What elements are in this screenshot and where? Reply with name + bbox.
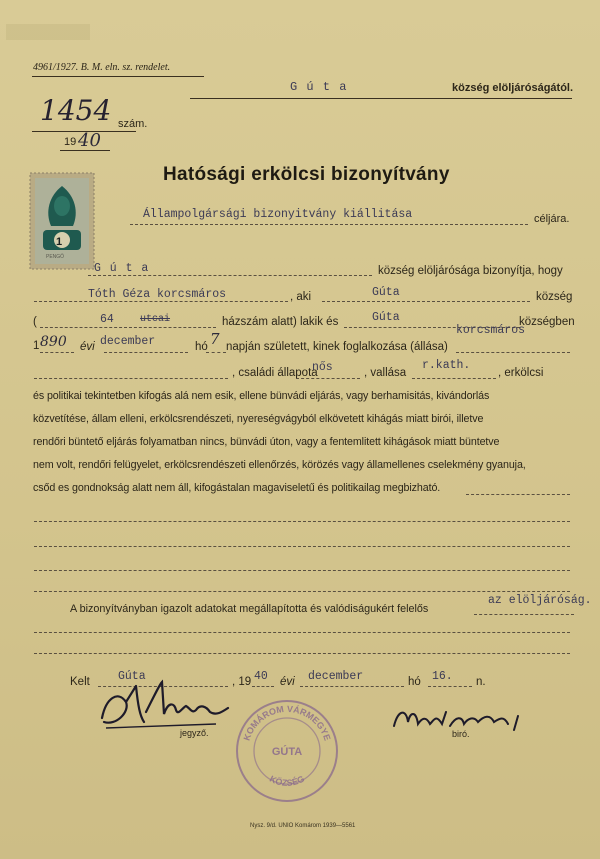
person-name: Tóth Géza korcsmáros xyxy=(88,288,227,301)
date-place: Gúta xyxy=(118,670,146,683)
certification-value: az elöljáróság. xyxy=(488,594,592,607)
ho-label: hó xyxy=(195,341,208,353)
registration-label: szám. xyxy=(118,118,148,130)
blank-line-2 xyxy=(34,546,570,547)
birth-month-line xyxy=(104,352,188,353)
residence: Gúta xyxy=(372,286,400,299)
registration-year-prefix: 19 xyxy=(64,136,77,148)
name-line xyxy=(34,301,288,302)
residence-line xyxy=(322,301,530,302)
marital-line xyxy=(296,378,360,379)
revenue-stamp-value: 1 xyxy=(56,236,63,248)
date-n: n. xyxy=(476,676,486,688)
header-municipality: G ú t a xyxy=(290,80,348,94)
house-struck: utcai xyxy=(140,314,171,325)
body-municipality: G ú t a xyxy=(94,262,150,275)
notary-label: jegyző. xyxy=(180,728,209,738)
blank-line-3 xyxy=(34,570,570,571)
para-line-1: és politikai tekintetben kifogás alá nem esik, ellene bünvádi eljárás, vagy berhamisitás, kivándorlás xyxy=(33,390,490,402)
purpose-line xyxy=(130,224,528,225)
document-title: Hatósági erkölcsi bizonyítvány xyxy=(163,164,450,185)
para-line-3: rendőri büntető eljárás folyamatban nincs, bünvádi úton, vagy a fentemlitett kihágások miatt büntetve xyxy=(33,436,500,448)
cert-blank-line-2 xyxy=(34,653,570,654)
stamp-bottom-text: KÖZSÉG xyxy=(267,773,307,788)
date-day: 16. xyxy=(432,670,453,683)
occupation-line xyxy=(456,352,570,353)
certification-line xyxy=(474,614,574,615)
date-ho: hó xyxy=(408,676,421,688)
registration-number: 1454 xyxy=(40,94,112,127)
print-footer: Nysz. 9/d. UNIO Komárom 1939—5561 xyxy=(250,823,356,829)
body-line1-suffix: község elöljárósága bizonyítja, hogy xyxy=(378,265,563,277)
csaladi-label: , családi állapota xyxy=(232,367,318,379)
para-line-4: nem volt, rendőri felügyelet, erkölcsrendészeti ellenőrzés, körözés vagy államellenes cselekmény gyanuja, xyxy=(33,459,526,471)
kelt-label: Kelt xyxy=(70,676,90,688)
birth-year-line xyxy=(40,352,74,353)
house-suffix: házszám alatt) lakik és xyxy=(222,316,339,328)
registration-year-underline xyxy=(60,150,110,151)
religion-line xyxy=(412,378,496,379)
house-number: 64 xyxy=(100,313,114,326)
occupation: korcsmáros xyxy=(456,324,526,337)
stamp-top-text: KOMÁROM VÁRMEGYE xyxy=(241,703,333,742)
decree-underline xyxy=(32,76,204,77)
faint-label xyxy=(6,24,90,40)
kozsegben-label: községben xyxy=(519,316,575,328)
birth-year: 890 xyxy=(40,334,67,350)
blank-line-4 xyxy=(34,591,570,592)
body-line1 xyxy=(88,275,372,276)
birth-day: 7 xyxy=(210,330,220,348)
para-end-line xyxy=(466,494,570,495)
notary-signature xyxy=(96,672,236,736)
house-line xyxy=(40,327,216,328)
religion: r.kath. xyxy=(422,359,471,372)
date-year-prefix: , 19 xyxy=(232,676,252,688)
evi-label: évi xyxy=(80,341,95,353)
line5-blank xyxy=(34,378,228,379)
para-line-2: közvetítése, állam elleni, erkölcsrendészeti, nyereségvágyból elkövetett kihágás miatt birói, illetve xyxy=(33,413,484,425)
para-line-5: csőd es gondnokság alatt nem áll, kifogástalan magaviseletű és politikailag megbizható. xyxy=(33,482,441,494)
vallasa-label: , vallása xyxy=(364,367,407,379)
decree-reference: 4961/1927. B. M. eln. sz. rendelet. xyxy=(33,62,171,73)
date-month: december xyxy=(308,670,364,683)
birth-year-prefix: 1 xyxy=(33,340,40,352)
date-evi: évi xyxy=(280,676,295,688)
birthplace: Gúta xyxy=(372,311,400,324)
marital-status: nős xyxy=(312,361,333,374)
purpose-suffix: céljára. xyxy=(534,213,570,225)
official-stamp xyxy=(232,696,342,806)
date-day-line xyxy=(428,686,472,687)
registration-year: 40 xyxy=(78,130,101,151)
header-municipality-suffix: község elöljáróságától. xyxy=(452,82,574,94)
certification-text: A bizonyítványban igazolt adatokat megállapította és valódiságukért felelős xyxy=(70,603,429,615)
kozseg-label: község xyxy=(536,291,573,303)
birth-month: december xyxy=(100,335,156,348)
napjan-label: napján született, kinek foglalkozása (állása) xyxy=(226,341,448,353)
aki-label: , aki xyxy=(290,291,312,303)
svg-text:KÖZSÉG xyxy=(268,774,306,788)
date-year: 40 xyxy=(254,670,268,683)
svg-text:KOMÁROM VÁRMEGYE xyxy=(242,704,333,742)
revenue-stamp-unit: PENGŐ xyxy=(46,254,65,260)
cert-blank-line-1 xyxy=(34,632,570,633)
judge-label: biró. xyxy=(452,729,470,739)
erkolcsi-label: , erkölcsi xyxy=(498,367,544,379)
date-year-line xyxy=(252,686,274,687)
purpose-text: Állampolgársági bizonyitvány kiállitása xyxy=(143,208,413,221)
birth-day-line xyxy=(206,352,226,353)
open-paren: ( xyxy=(33,316,37,328)
header-line xyxy=(190,98,572,99)
blank-line-1 xyxy=(34,521,570,522)
stamp-center-text: GÚTA xyxy=(271,746,303,758)
date-month-line xyxy=(300,686,404,687)
